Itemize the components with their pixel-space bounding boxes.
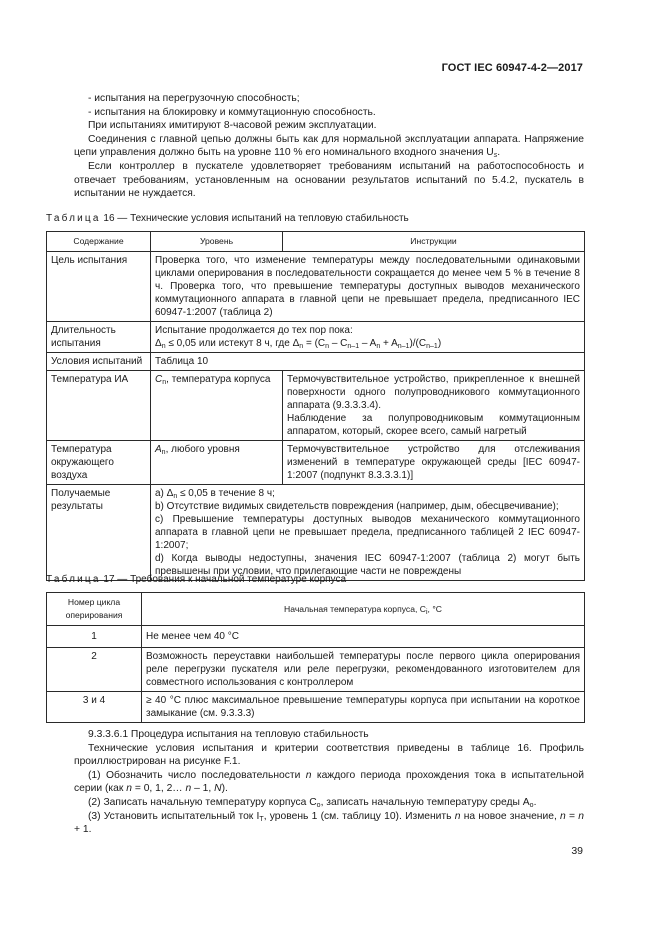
cycle-requirement: ≥ 40 °C плюс максимальное превышение температуры корпуса при испытании на короткое замыкание (см. 9.3.3.3) bbox=[142, 692, 585, 723]
row-level-ambient-temp: $A_n$, любого уровня bbox=[151, 441, 283, 485]
intro-line-2: - испытания на блокировку и коммутационную способность. bbox=[88, 106, 376, 118]
row-text-duration: Испытание продолжается до тех пор пока: $\Delta_n \le 0,05$ или истекут 8 ч, где $\Delta_n = (C_n - C_{n-1} - A_n + A_{n-1})/(C_{n-1})$ bbox=[151, 322, 585, 353]
procedure-step-3: (3) Установить испытательный ток $I_T$, уровень 1 (см. таблицу 10). Изменить n на новое значение, n = n + 1. bbox=[74, 810, 584, 836]
row-text-results: a) $\Delta_n \le 0,05$ в течение 8 ч; b) Отсутствие видимых свидетельств повреждения (например, дым, обесцвечивание); c) Превышение температуры доступных выводов механического коммутационного аппарата в главной цепи не превышает предела, предписанного таблицей 2 IEC 60947-1:2007; d) Когда выводы недоступны, значения IEC 60947-1:2007 (таблица 2) могут быть превышены при условии, что прилегающие части не повреждены bbox=[151, 485, 585, 581]
row-level-device-temp: $C_n$, температура корпуса bbox=[151, 371, 283, 441]
table17-header-cycle: Номер цикла оперирования bbox=[47, 593, 142, 626]
table17-header-row bbox=[47, 593, 585, 626]
table16-header-content: Содержание bbox=[47, 232, 151, 252]
row-instructions-device-temp: Термочувствительное устройство, прикрепленное к внешней поверхности одного полупроводникового коммутационного аппарата (9.3.3.3.4). Наблюдение за полупроводниковым коммутационным аппаратом, который, скорее всего, самый нагретый bbox=[283, 371, 585, 441]
intro-line-3: При испытаниях имитируют 8-часовой режим эксплуатации. bbox=[88, 120, 377, 132]
intro-paragraph-controller: Если контроллер в пускателе удовлетворяет требованиям испытаний на работоспособность и отвечает требованиям, установленным на основании результатов испытаний по 5.4.2, пускатель в испытании не нуждается. bbox=[74, 160, 584, 200]
table-row bbox=[47, 371, 585, 441]
row-label-conditions: Условия испытаний bbox=[47, 353, 151, 371]
table-row bbox=[47, 441, 585, 485]
table-row bbox=[47, 353, 585, 371]
table-row bbox=[47, 626, 585, 648]
table-row bbox=[47, 692, 585, 723]
table-row bbox=[47, 648, 585, 692]
table17-header-temp: Начальная температура корпуса, $C_i$, °C bbox=[142, 593, 585, 626]
procedure-paragraph-1: Технические условия испытания и критерии соответствия приведены в таблице 16. Профиль проиллюстрирован на рисунке F.1. bbox=[74, 742, 584, 768]
procedure-step-2: (2) Записать начальную температуру корпуса $C_o$, записать начальную температуру среды $A_o$. bbox=[88, 796, 537, 809]
row-text-conditions: Таблица 10 bbox=[151, 353, 585, 371]
table-row bbox=[47, 322, 585, 353]
table-row bbox=[47, 485, 585, 581]
row-label-purpose: Цель испытания bbox=[47, 252, 151, 322]
cycle-number: 3 и 4 bbox=[47, 692, 142, 723]
intro-paragraph-voltage: Соединения с главной цепью должны быть как для нормальной эксплуатации аппарата. Напряжение цепи управления должно быть на уровне 110 % его номинального входного значения $U_s$. bbox=[74, 133, 584, 160]
standard-header: ГОСТ IEC 60947-4-2—2017 bbox=[441, 62, 583, 74]
intro-line-1: - испытания на перегрузочную способность; bbox=[88, 93, 300, 104]
table16-header-instructions: Инструкции bbox=[283, 232, 585, 252]
table16-header-level: Уровень bbox=[151, 232, 283, 252]
cycle-number: 2 bbox=[47, 648, 142, 692]
cycle-requirement: Не менее чем 40 °C bbox=[142, 626, 585, 648]
table16-header-row bbox=[47, 232, 585, 252]
intro-section bbox=[74, 92, 584, 201]
cycle-number: 1 bbox=[47, 626, 142, 648]
page-number: 39 bbox=[571, 845, 583, 857]
row-label-ambient-temp: Температура окружающего воздуха bbox=[47, 441, 151, 485]
table17 bbox=[46, 592, 585, 723]
table16-caption: Таблица 16 — Технические условия испытаний на тепловую стабильность bbox=[46, 213, 409, 224]
row-label-device-temp: Температура ИА bbox=[47, 371, 151, 441]
row-instructions-ambient-temp: Термочувствительное устройство для отслеживания изменений в температуре окружающей среды [IEC 60947-1:2007 (подпункт 8.3.3.3.1)] bbox=[283, 441, 585, 485]
procedure-section bbox=[74, 728, 584, 837]
row-text-purpose: Проверка того, что изменение температуры между последовательными одинаковыми циклами оперирования в последовательности сокращается до менее чем 5 % в течение 8 ч. Проверка того, что превышение температуры доступных выводов механического коммутационного аппарата в главной цепи не превышает предела, предписанного IEC 60947-1:2007 (таблица 2) bbox=[151, 252, 585, 322]
table-row bbox=[47, 252, 585, 322]
table16 bbox=[46, 231, 585, 581]
procedure-step-1: (1) Обозначить число последовательности n каждого периода прохождения тока в испытательной серии (как n = 0, 1, 2… n – 1, N). bbox=[74, 769, 585, 795]
procedure-title: 9.3.3.6.1 Процедура испытания на тепловую стабильность bbox=[88, 729, 369, 740]
row-label-duration: Длительность испытания bbox=[47, 322, 151, 353]
row-label-results: Получаемые результаты bbox=[47, 485, 151, 581]
table17-caption: Таблица 17 — Требования к начальной температуре корпуса bbox=[46, 574, 347, 585]
cycle-requirement: Возможность переуставки наибольшей температуры после первого цикла оперирования реле перегрузки пускателя или реле перегрузки, рекомендованного изготовителем для совместного использования с контроллером bbox=[142, 648, 585, 692]
